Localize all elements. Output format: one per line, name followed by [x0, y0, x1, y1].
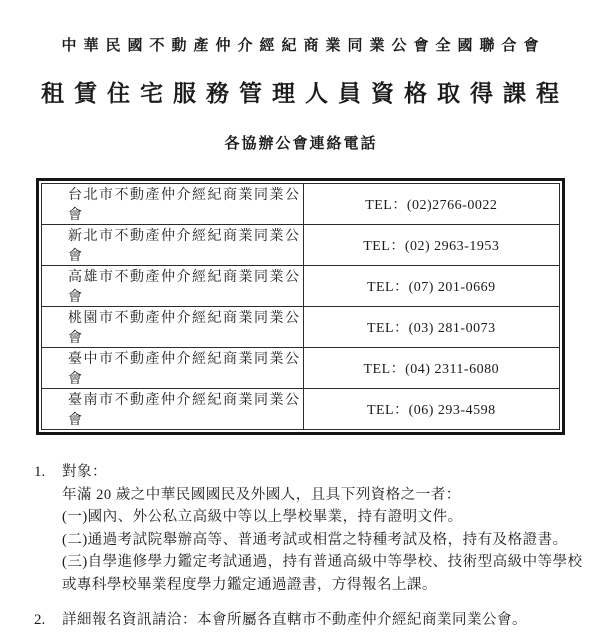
note-line: 或專科學校畢業程度學力鑑定通過證書，方得報名上課。 — [62, 576, 437, 593]
note-content — [62, 461, 583, 596]
association-name: 高雄市不動產仲介經紀商業同業公會 — [42, 266, 304, 307]
association-name: 臺南市不動產仲介經紀商業同業公會 — [42, 389, 304, 430]
note-content — [62, 609, 570, 632]
association-tel: TEL：(06) 293-4598 — [303, 389, 559, 430]
association-name: 新北市不動產仲介經紀商業同業公會 — [42, 225, 304, 266]
note-line: (二)通過考試院舉辦高等、普通考試或相當之特種考試及格，持有及格證書。 — [62, 531, 568, 548]
contact-table-caption: 各協辦公會連絡電話 — [224, 136, 378, 152]
table-row — [42, 348, 560, 389]
note-item-1 — [34, 461, 583, 596]
note-number: 2. — [34, 612, 46, 628]
contact-table — [41, 183, 560, 430]
course-title: 租賃住宅服務管理人員資格取得課程 — [41, 81, 569, 106]
table-row — [42, 389, 560, 430]
organization-title: 中華民國不動產仲介經紀商業同業公會全國聯合會 — [61, 38, 546, 54]
table-row — [42, 184, 560, 225]
association-tel: TEL：(04) 2311-6080 — [303, 348, 559, 389]
association-tel: TEL：(07) 201-0669 — [303, 266, 559, 307]
contact-table-frame — [36, 178, 565, 435]
table-row — [42, 266, 560, 307]
note-line: (三)自學進修學力鑑定考試通過，持有普通高級中等學校、技術型高級中等學校 — [62, 554, 583, 570]
note-heading: 對象： — [62, 464, 107, 480]
table-row — [42, 225, 560, 266]
table-row — [42, 307, 560, 348]
note-heading: 詳細報名資訊請洽：本會所屬各直轄市不動產仲介經紀商業同業公會。 — [62, 612, 527, 628]
association-name: 臺中市不動產仲介經紀商業同業公會 — [42, 348, 304, 389]
association-name: 台北市不動產仲介經紀商業同業公會 — [42, 184, 304, 225]
note-line: (一)國內、外公私立高級中等以上學校畢業，持有證明文件。 — [62, 509, 463, 525]
note-number: 1. — [34, 464, 46, 480]
association-tel: TEL：(03) 281-0073 — [303, 307, 559, 348]
note-line: 年滿 20 歲之中華民國國民及外國人，且具下列資格之一者： — [62, 486, 461, 503]
notes-section — [34, 461, 583, 632]
association-tel: TEL：(02) 2963-1953 — [303, 225, 559, 266]
document-header — [0, 0, 600, 153]
association-name: 桃園市不動產仲介經紀商業同業公會 — [42, 307, 304, 348]
association-tel: TEL：(02)2766-0022 — [303, 184, 559, 225]
note-item-2 — [34, 609, 570, 632]
